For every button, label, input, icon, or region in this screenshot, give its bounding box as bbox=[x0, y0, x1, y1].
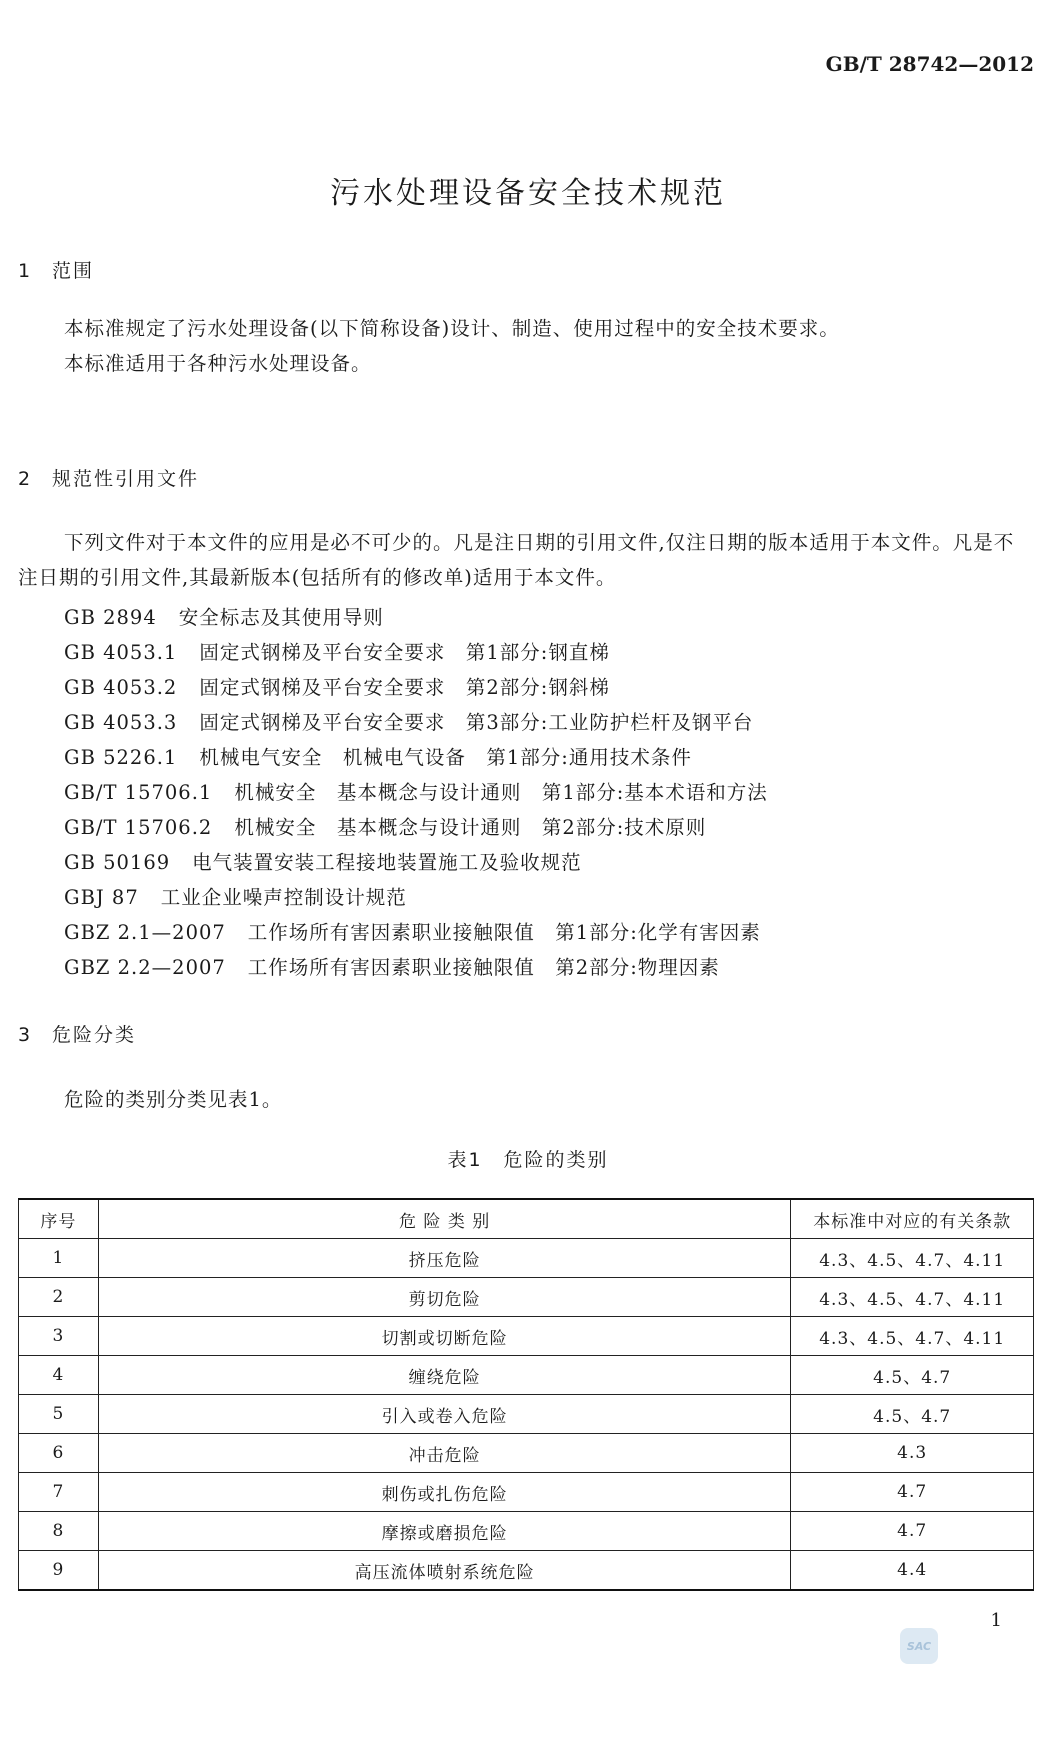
reference-title: 安全标志及其使用导则 bbox=[178, 606, 384, 629]
header-clauses: 本标准中对应的有关条款 bbox=[791, 1199, 1034, 1239]
reference-code: GB 4053.2 bbox=[64, 676, 178, 699]
table-row bbox=[19, 1395, 1034, 1434]
page-number: 1 bbox=[990, 1610, 1002, 1631]
table-row bbox=[19, 1473, 1034, 1512]
section-3-paragraph-1: 危险的类别分类见表1。 bbox=[64, 1088, 283, 1111]
reference-code: GBZ 2.2—2007 bbox=[64, 956, 226, 979]
cell-category: 摩擦或磨损危险 bbox=[98, 1512, 791, 1551]
cell-clauses: 4.3、4.5、4.7、4.11 bbox=[791, 1317, 1034, 1356]
table-row bbox=[19, 1512, 1034, 1551]
reference-item bbox=[64, 777, 768, 805]
section-2-paragraph-1: 下列文件对于本文件的应用是必不可少的。凡是注日期的引用文件,仅注日期的版本适用于本文件。凡是不注日期的引用文件,其最新版本(包括所有的修改单)适用于本文件。 bbox=[18, 531, 1015, 589]
reference-item bbox=[64, 602, 384, 630]
reference-item bbox=[64, 952, 720, 980]
document-code: GB/T 28742—2012 bbox=[825, 52, 1034, 76]
sac-watermark-logo: SAC bbox=[900, 1628, 938, 1664]
cell-clauses: 4.3 bbox=[791, 1434, 1034, 1473]
cell-number: 2 bbox=[19, 1278, 99, 1317]
table-row bbox=[19, 1239, 1034, 1278]
section-1-paragraph-1: 本标准规定了污水处理设备(以下简称设备)设计、制造、使用过程中的安全技术要求。 bbox=[64, 317, 840, 340]
section-3-heading bbox=[18, 1020, 136, 1047]
reference-code: GB/T 15706.2 bbox=[64, 816, 213, 839]
table-caption: 表1 危险的类别 bbox=[447, 1149, 609, 1171]
table-row bbox=[19, 1356, 1034, 1395]
reference-code: GB 5226.1 bbox=[64, 746, 178, 769]
table-header-row bbox=[19, 1199, 1034, 1239]
table-row bbox=[19, 1434, 1034, 1473]
reference-title: 机械安全 基本概念与设计通则 第1部分:基本术语和方法 bbox=[234, 781, 768, 804]
cell-number: 4 bbox=[19, 1356, 99, 1395]
cell-clauses: 4.4 bbox=[791, 1551, 1034, 1591]
reference-item bbox=[64, 672, 610, 700]
cell-number: 9 bbox=[19, 1551, 99, 1591]
reference-title: 固定式钢梯及平台安全要求 第2部分:钢斜梯 bbox=[199, 676, 610, 699]
reference-title: 工业企业噪声控制设计规范 bbox=[160, 886, 407, 909]
cell-clauses: 4.3、4.5、4.7、4.11 bbox=[791, 1278, 1034, 1317]
section-1-paragraph-2: 本标准适用于各种污水处理设备。 bbox=[64, 352, 372, 375]
cell-number: 1 bbox=[19, 1239, 99, 1278]
reference-code: GB 2894 bbox=[64, 606, 157, 629]
section-1-heading bbox=[18, 256, 94, 283]
cell-category: 刺伤或扎伤危险 bbox=[98, 1473, 791, 1512]
cell-category: 引入或卷入危险 bbox=[98, 1395, 791, 1434]
cell-number: 8 bbox=[19, 1512, 99, 1551]
reference-item bbox=[64, 917, 761, 945]
reference-code: GB/T 15706.1 bbox=[64, 781, 213, 804]
cell-category: 缠绕危险 bbox=[98, 1356, 791, 1395]
section-title: 危险分类 bbox=[52, 1024, 137, 1046]
reference-title: 电气装置安装工程接地装置施工及验收规范 bbox=[192, 851, 582, 874]
cell-category: 冲击危险 bbox=[98, 1434, 791, 1473]
reference-title: 工作场所有害因素职业接触限值 第1部分:化学有害因素 bbox=[247, 921, 761, 944]
cell-category: 高压流体喷射系统危险 bbox=[98, 1551, 791, 1591]
reference-code: GB 50169 bbox=[64, 851, 171, 874]
table-row bbox=[19, 1278, 1034, 1317]
cell-category: 切割或切断危险 bbox=[98, 1317, 791, 1356]
reference-item bbox=[64, 812, 706, 840]
hazard-table bbox=[18, 1198, 1034, 1591]
reference-title: 工作场所有害因素职业接触限值 第2部分:物理因素 bbox=[247, 956, 720, 979]
header-hazard-category: 危 险 类 别 bbox=[98, 1199, 791, 1239]
cell-clauses: 4.7 bbox=[791, 1512, 1034, 1551]
cell-clauses: 4.3、4.5、4.7、4.11 bbox=[791, 1239, 1034, 1278]
cell-clauses: 4.7 bbox=[791, 1473, 1034, 1512]
cell-category: 剪切危险 bbox=[98, 1278, 791, 1317]
reference-code: GB 4053.1 bbox=[64, 641, 178, 664]
reference-item bbox=[64, 707, 753, 735]
reference-code: GB 4053.3 bbox=[64, 711, 178, 734]
cell-category: 挤压危险 bbox=[98, 1239, 791, 1278]
reference-code: GBJ 87 bbox=[64, 886, 139, 909]
cell-number: 5 bbox=[19, 1395, 99, 1434]
cell-clauses: 4.5、4.7 bbox=[791, 1356, 1034, 1395]
section-2-heading bbox=[18, 464, 199, 491]
reference-title: 机械安全 基本概念与设计通则 第2部分:技术原则 bbox=[234, 816, 707, 839]
reference-title: 固定式钢梯及平台安全要求 第3部分:工业防护栏杆及钢平台 bbox=[199, 711, 754, 734]
section-number: 2 bbox=[18, 468, 33, 490]
section-number: 3 bbox=[18, 1024, 33, 1046]
table-row bbox=[19, 1317, 1034, 1356]
reference-item bbox=[64, 742, 692, 770]
reference-code: GBZ 2.1—2007 bbox=[64, 921, 226, 944]
cell-number: 7 bbox=[19, 1473, 99, 1512]
reference-title: 固定式钢梯及平台安全要求 第1部分:钢直梯 bbox=[199, 641, 610, 664]
section-number: 1 bbox=[18, 260, 33, 282]
reference-item bbox=[64, 847, 582, 875]
reference-title: 机械电气安全 机械电气设备 第1部分:通用技术条件 bbox=[199, 746, 692, 769]
cell-number: 3 bbox=[19, 1317, 99, 1356]
cell-clauses: 4.5、4.7 bbox=[791, 1395, 1034, 1434]
document-title: 污水处理设备安全技术规范 bbox=[330, 176, 726, 211]
reference-item bbox=[64, 882, 407, 910]
table-row bbox=[19, 1551, 1034, 1591]
cell-number: 6 bbox=[19, 1434, 99, 1473]
reference-item bbox=[64, 637, 610, 665]
section-title: 规范性引用文件 bbox=[52, 468, 200, 490]
section-title: 范围 bbox=[52, 260, 95, 282]
header-serial-number: 序号 bbox=[19, 1199, 99, 1239]
